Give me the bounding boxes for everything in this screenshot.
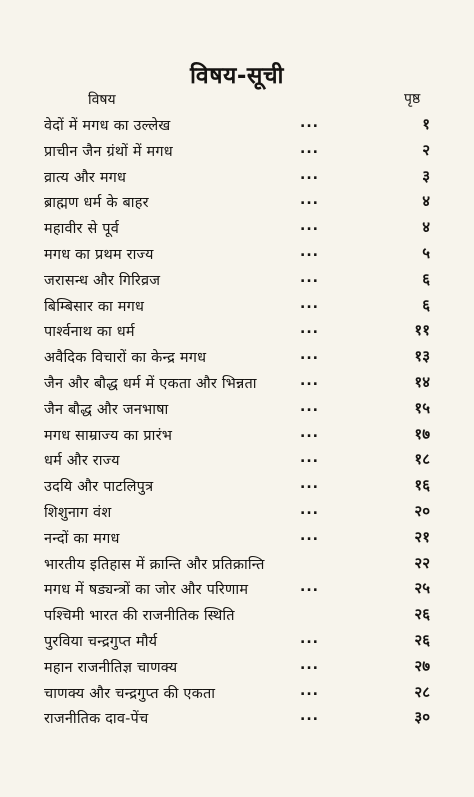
toc-entry bbox=[0, 526, 474, 550]
toc-entry-page-number: २५ bbox=[414, 579, 430, 598]
toc-entry-page-number: १४ bbox=[414, 373, 430, 391]
toc-entry-leader: ... bbox=[300, 269, 319, 286]
toc-entry-leader: ... bbox=[300, 656, 319, 673]
toc-entry bbox=[0, 448, 474, 472]
toc-entry-title: जरासन्ध और गिरिव्रज bbox=[44, 272, 161, 289]
toc-entry-title: शिशुनाग वंश bbox=[44, 505, 112, 521]
toc-entry-title: जैन और बौद्ध धर्म में एकता और भिन्नता bbox=[44, 376, 257, 392]
toc-entry-page-number: २६ bbox=[414, 605, 430, 624]
toc-entry-page-number: १५ bbox=[414, 398, 430, 417]
toc-entry-leader: ... bbox=[300, 708, 319, 725]
toc-entry bbox=[0, 268, 474, 292]
toc-entry bbox=[0, 552, 474, 576]
toc-entry-page-number: १८ bbox=[414, 450, 430, 469]
toc-entry bbox=[0, 603, 474, 627]
toc-entry-title: ब्राह्मण धर्म के बाहर bbox=[44, 195, 149, 212]
toc-entry-page-number: १७ bbox=[414, 424, 430, 443]
toc-entry-page-number: २२ bbox=[414, 553, 430, 572]
toc-entry bbox=[0, 242, 474, 266]
toc-entry-page-number: ४ bbox=[422, 218, 430, 237]
toc-entry-leader: ... bbox=[300, 373, 319, 389]
toc-entry-leader: ... bbox=[300, 140, 319, 157]
toc-entry-leader: ... bbox=[300, 218, 319, 235]
toc-entry-page-number: २ bbox=[422, 140, 430, 159]
toc-entry-leader: ... bbox=[300, 527, 319, 544]
toc-entry-title: मगध साम्राज्य का प्रारंभ bbox=[44, 427, 173, 444]
toc-entry bbox=[0, 113, 474, 137]
toc-entry bbox=[0, 165, 474, 189]
toc-entry bbox=[0, 216, 474, 240]
toc-entry-page-number: ४ bbox=[422, 192, 430, 211]
toc-entry-leader: ... bbox=[300, 424, 319, 441]
toc-entry-leader: ... bbox=[300, 579, 319, 596]
toc-entry-page-number: ११ bbox=[414, 321, 430, 340]
toc-entry-title: प्राचीन जैन ग्रंथों में मगध bbox=[44, 143, 173, 160]
toc-entry-page-number: २१ bbox=[414, 527, 430, 546]
toc-entry-leader: ... bbox=[300, 450, 319, 467]
subject-column-header: विषय bbox=[88, 92, 116, 108]
toc-entry-title: जैन बौद्ध और जनभाषा bbox=[44, 401, 169, 418]
toc-entry bbox=[0, 681, 474, 705]
toc-entry-page-number: ३ bbox=[422, 166, 430, 185]
toc-entry-title: पश्चिमी भारत की राजनीतिक स्थिति bbox=[44, 608, 235, 625]
toc-entry-title: नन्दों का मगध bbox=[44, 530, 120, 547]
toc-entry bbox=[0, 655, 474, 679]
toc-entry bbox=[0, 500, 474, 524]
toc-entry-title: मगध में षड्यन्त्रों का जोर और परिणाम bbox=[44, 582, 249, 599]
toc-entry-leader: ... bbox=[300, 166, 319, 183]
toc-entry-leader: ... bbox=[300, 115, 319, 131]
toc-entry-page-number: १६ bbox=[414, 476, 430, 495]
toc-entry-page-number: ५ bbox=[422, 244, 430, 262]
toc-entry-title: भारतीय इतिहास में क्रान्ति और प्रतिक्रान्ति bbox=[44, 556, 265, 573]
toc-entry-page-number: २६ bbox=[414, 631, 430, 649]
toc-entry-page-number: १ bbox=[422, 115, 430, 133]
toc-entry-leader: ... bbox=[300, 321, 319, 338]
toc-entry-leader: ... bbox=[300, 476, 319, 493]
toc-entry-leader: ... bbox=[300, 398, 319, 415]
toc-entry bbox=[0, 139, 474, 163]
toc-entry-leader: ... bbox=[300, 347, 319, 364]
toc-entry-page-number: ६ bbox=[422, 295, 430, 314]
page-title: विषय-सूची bbox=[189, 63, 285, 89]
toc-entry-page-number: १३ bbox=[414, 347, 430, 366]
toc-entry bbox=[0, 319, 474, 343]
toc-entry-title: व्रात्य और मगध bbox=[44, 169, 127, 186]
toc-entry-page-number: ३० bbox=[414, 708, 430, 727]
toc-entry-leader: ... bbox=[300, 244, 319, 260]
toc-entry bbox=[0, 371, 474, 395]
toc-entry-title: धर्म और राज्य bbox=[44, 453, 120, 470]
toc-entry-page-number: २७ bbox=[414, 656, 430, 675]
toc-entry-title: चाणक्य और चन्द्रगुप्त की एकता bbox=[44, 685, 216, 702]
toc-entry bbox=[0, 345, 474, 369]
toc-entry bbox=[0, 706, 474, 730]
page-column-header: पृष्ठ bbox=[404, 91, 421, 107]
toc-entry bbox=[0, 577, 474, 601]
toc-entry-leader: ... bbox=[300, 631, 319, 647]
toc-entry-leader: ... bbox=[300, 295, 319, 312]
toc-entry-title: राजनीतिक दाव-पेंच bbox=[44, 711, 149, 728]
toc-entry bbox=[0, 190, 474, 214]
toc-entry-leader: ... bbox=[300, 682, 319, 699]
toc-entry-title: पुरविया चन्द्रगुप्त मौर्य bbox=[44, 634, 158, 650]
toc-entry bbox=[0, 397, 474, 421]
toc-entry bbox=[0, 294, 474, 318]
toc-entry-title: उदयि और पाटलिपुत्र bbox=[44, 479, 154, 496]
toc-entry-title: बिम्बिसार का मगध bbox=[44, 298, 145, 315]
toc-entry bbox=[0, 474, 474, 498]
toc-entry-page-number: ६ bbox=[422, 269, 430, 288]
toc-entry-leader: ... bbox=[300, 502, 319, 518]
toc-entry-leader: ... bbox=[300, 192, 319, 209]
toc-entry bbox=[0, 423, 474, 447]
toc-entry-title: महान राजनीतिज्ञ चाणक्य bbox=[44, 659, 178, 676]
toc-entry-title: मगध का प्रथम राज्य bbox=[44, 247, 154, 263]
toc-entry-title: अवैदिक विचारों का केन्द्र मगध bbox=[44, 350, 207, 367]
toc-entry-title: महावीर से पूर्व bbox=[44, 221, 119, 238]
toc-entry-title: वेदों में मगध का उल्लेख bbox=[44, 118, 171, 134]
toc-entry-page-number: २८ bbox=[414, 682, 430, 701]
toc-entry bbox=[0, 629, 474, 653]
toc-entry-title: पार्श्वनाथ का धर्म bbox=[44, 324, 135, 341]
toc-entry-page-number: २० bbox=[414, 502, 430, 520]
